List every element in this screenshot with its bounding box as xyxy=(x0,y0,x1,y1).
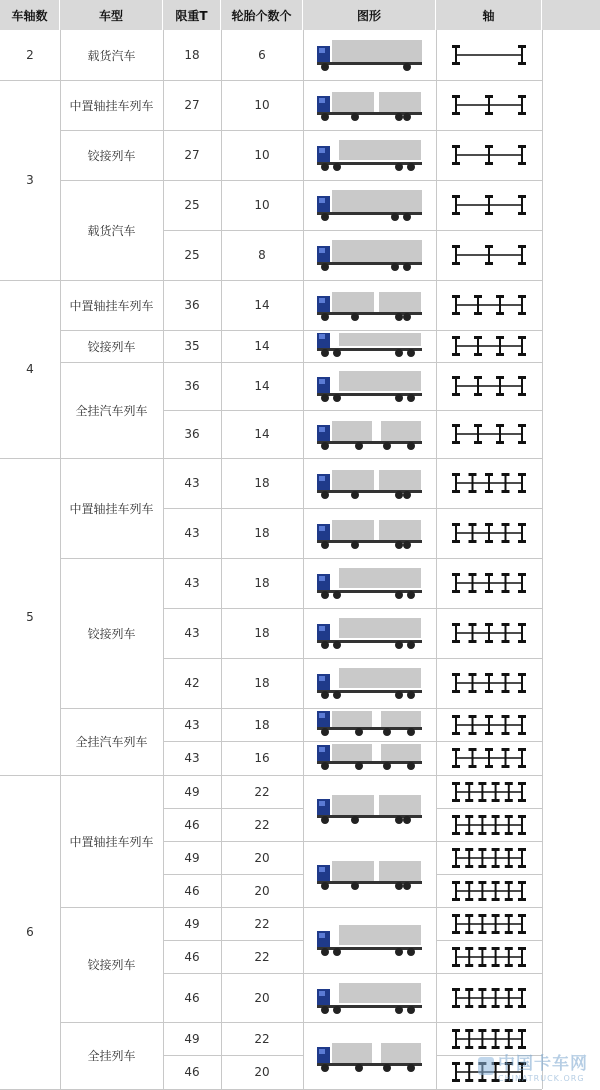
weight-limit-cell: 43 xyxy=(184,717,200,732)
axle-diagram-3-icon xyxy=(442,92,536,118)
grid-line xyxy=(436,280,542,281)
grid-line xyxy=(436,410,542,411)
grid-line xyxy=(303,80,436,81)
vehicle-type-cell: 载货汽车 xyxy=(87,48,136,63)
tractor-semitrailer-icon xyxy=(307,565,432,601)
tire-count-cell: 22 xyxy=(254,817,270,832)
tractor-semitrailer-icon xyxy=(307,137,432,173)
tire-count-cell: 8 xyxy=(258,248,266,262)
tire-count-cell: 18 xyxy=(254,576,270,590)
grid-line xyxy=(303,410,436,411)
grid-line xyxy=(303,741,436,742)
tire-count-cell: 18 xyxy=(254,526,270,540)
grid-line xyxy=(436,230,542,231)
axle-diagram-4-icon xyxy=(442,373,536,399)
grid-line xyxy=(303,458,436,459)
tire-count-cell: 14 xyxy=(254,298,270,312)
grid-line xyxy=(542,30,543,1089)
grid-line xyxy=(436,180,542,181)
grid-line xyxy=(303,508,436,509)
grid-line xyxy=(436,30,437,1089)
axle-count-cell: 2 xyxy=(26,48,34,62)
axle-diagram-6-icon xyxy=(442,878,536,904)
vehicle-type-cell: 铰接列车 xyxy=(87,958,136,972)
grid-line xyxy=(436,330,542,331)
axle-count-cell: 6 xyxy=(26,925,34,939)
tire-count-cell: 18 xyxy=(254,717,270,732)
weight-limit-cell: 46 xyxy=(184,817,200,832)
truck-full-trailer-icon xyxy=(307,744,432,772)
grid-line xyxy=(436,973,542,974)
grid-line xyxy=(303,907,436,908)
grid-line xyxy=(436,80,542,81)
vehicle-type-cell: 铰接列车 xyxy=(87,148,136,163)
weight-limit-cell: 27 xyxy=(184,148,200,162)
grid-line xyxy=(303,1022,436,1023)
weight-limit-cell: 25 xyxy=(184,198,200,212)
axle-diagram-3-icon xyxy=(442,192,536,218)
weight-limit-cell: 36 xyxy=(184,427,200,441)
weight-limit-cell: 43 xyxy=(184,576,200,590)
weight-limit-cell: 49 xyxy=(184,916,200,931)
axle-diagram-5-icon xyxy=(442,520,536,546)
header-tires: 轮胎个数个 xyxy=(221,0,303,30)
tire-count-cell: 18 xyxy=(254,626,270,640)
axle-diagram-6-icon xyxy=(442,845,536,871)
grid-line xyxy=(436,907,542,908)
weight-limit-cell: 42 xyxy=(184,676,200,690)
weight-limit-cell: 43 xyxy=(184,751,200,765)
header-axle: 轴 xyxy=(436,0,542,30)
axle-diagram-5-icon xyxy=(442,570,536,596)
vehicle-type-cell: 载货汽车 xyxy=(87,223,136,238)
rigid-3-axle-truck-icon xyxy=(307,237,432,273)
axle-diagram-4-icon xyxy=(442,421,536,447)
tractor-semitrailer-icon xyxy=(307,922,432,958)
axle-diagram-5-icon xyxy=(442,470,536,496)
truck-center-axle-trailer-icon xyxy=(307,856,432,892)
header-type: 车型 xyxy=(60,0,163,30)
axle-diagram-6-icon xyxy=(442,985,536,1011)
tractor-semitrailer-icon xyxy=(307,665,432,701)
weight-limit-cell: 46 xyxy=(184,883,200,898)
tire-count-cell: 6 xyxy=(258,48,266,62)
weight-limit-cell: 46 xyxy=(184,990,200,1005)
axle-diagram-3-icon xyxy=(442,242,536,268)
weight-limit-cell: 36 xyxy=(184,298,200,312)
truck-center-axle-trailer-icon xyxy=(307,87,432,123)
axle-diagram-2-icon xyxy=(442,42,536,68)
axle-diagram-6-icon xyxy=(442,1026,536,1052)
tractor-semitrailer-icon xyxy=(307,980,432,1016)
header-blank xyxy=(542,0,600,30)
tire-count-cell: 20 xyxy=(254,850,270,865)
grid-line xyxy=(436,841,542,842)
tire-count-cell: 18 xyxy=(254,476,270,490)
vehicle-type-cell: 中置轴挂车列车 xyxy=(69,501,154,516)
grid-line xyxy=(436,608,542,609)
tire-count-cell: 14 xyxy=(254,339,270,353)
grid-line xyxy=(436,508,542,509)
grid-line xyxy=(436,558,542,559)
truck-center-axle-trailer-icon xyxy=(307,465,432,501)
grid-line xyxy=(221,30,222,1089)
grid-line xyxy=(303,708,436,709)
axle-diagram-5-icon xyxy=(442,620,536,646)
tire-count-cell: 14 xyxy=(254,427,270,441)
weight-limit-cell: 27 xyxy=(184,98,200,112)
grid-line xyxy=(303,30,304,1089)
grid-line xyxy=(436,658,542,659)
grid-line xyxy=(303,658,436,659)
vehicle-type-cell: 中置轴挂车列车 xyxy=(69,834,154,849)
watermark xyxy=(478,1049,588,1083)
weight-limit-cell: 46 xyxy=(184,949,200,964)
tire-count-cell: 10 xyxy=(254,198,270,212)
grid-line xyxy=(303,608,436,609)
weight-limit-cell: 49 xyxy=(184,784,200,799)
grid-line xyxy=(436,775,542,776)
tire-count-cell: 22 xyxy=(254,1031,270,1046)
axle-diagram-6-icon xyxy=(442,911,536,937)
tire-count-cell: 20 xyxy=(254,883,270,898)
tire-count-cell: 18 xyxy=(254,676,270,690)
truck-full-trailer-icon xyxy=(307,1038,432,1074)
tractor-semitrailer-icon xyxy=(307,615,432,651)
vehicle-type-cell: 铰接列车 xyxy=(87,626,136,641)
axle-count-cell: 4 xyxy=(26,362,34,376)
tractor-semitrailer-icon xyxy=(307,368,432,404)
grid-line xyxy=(436,130,542,131)
grid-line xyxy=(60,30,61,1089)
weight-limit-cell: 43 xyxy=(184,476,200,490)
axle-diagram-6-icon xyxy=(442,779,536,805)
grid-line xyxy=(436,458,542,459)
truck-center-axle-trailer-icon xyxy=(307,287,432,323)
header-figure: 图形 xyxy=(303,0,436,30)
weight-limit-cell: 46 xyxy=(184,1065,200,1079)
weight-limit-cell: 36 xyxy=(184,379,200,393)
grid-line xyxy=(436,1022,542,1023)
tire-count-cell: 10 xyxy=(254,148,270,162)
tire-count-cell: 20 xyxy=(254,1065,270,1079)
grid-line xyxy=(303,180,436,181)
vehicle-type-cell: 中置轴挂车列车 xyxy=(69,98,154,113)
tire-count-cell: 22 xyxy=(254,916,270,931)
tire-count-cell: 22 xyxy=(254,949,270,964)
truck-center-axle-trailer-icon xyxy=(307,515,432,551)
tire-count-cell: 14 xyxy=(254,379,270,393)
axle-diagram-6-icon xyxy=(442,944,536,970)
weight-limit-cell: 25 xyxy=(184,248,200,262)
tire-count-cell: 10 xyxy=(254,98,270,112)
grid-line xyxy=(436,708,542,709)
vehicle-type-cell: 全挂汽车列车 xyxy=(75,735,148,749)
weight-limit-cell: 43 xyxy=(184,626,200,640)
grid-line xyxy=(436,808,542,809)
truck-full-trailer-icon xyxy=(307,711,432,738)
grid-line xyxy=(436,940,542,941)
weight-limit-cell: 43 xyxy=(184,526,200,540)
weight-limit-cell: 35 xyxy=(184,339,200,353)
axle-diagram-5-icon xyxy=(442,745,536,771)
grid-line xyxy=(303,130,436,131)
tractor-semitrailer-icon xyxy=(307,333,432,359)
grid-line xyxy=(303,330,436,331)
axle-diagram-3-icon xyxy=(442,142,536,168)
rigid-3-axle-truck-icon xyxy=(307,187,432,223)
grid-line xyxy=(303,775,436,776)
header-limit: 限重T xyxy=(163,0,221,30)
vehicle-type-cell: 中置轴挂车列车 xyxy=(69,298,154,313)
grid-line xyxy=(303,230,436,231)
axle-diagram-5-icon xyxy=(442,712,536,738)
watermark-cn: 中国卡车网 xyxy=(498,1054,588,1074)
axle-diagram-5-icon xyxy=(442,670,536,696)
vehicle-type-cell: 全挂汽车列车 xyxy=(75,403,148,418)
tire-count-cell: 20 xyxy=(254,990,270,1005)
axle-diagram-4-icon xyxy=(442,333,536,359)
weight-limit-cell: 18 xyxy=(184,48,200,62)
grid-line xyxy=(436,362,542,363)
weight-limit-cell: 49 xyxy=(184,850,200,865)
weight-limit-cell: 49 xyxy=(184,1031,200,1046)
axle-diagram-6-icon xyxy=(442,812,536,838)
truck-full-trailer-icon xyxy=(307,416,432,452)
grid-line xyxy=(303,558,436,559)
grid-line xyxy=(163,30,164,1089)
tire-count-cell: 22 xyxy=(254,784,270,799)
grid-line xyxy=(303,280,436,281)
tire-count-cell: 16 xyxy=(254,751,270,765)
grid-line xyxy=(303,841,436,842)
grid-line xyxy=(303,362,436,363)
grid-line xyxy=(436,874,542,875)
rigid-2-axle-truck-icon xyxy=(307,37,432,73)
grid-line xyxy=(303,973,436,974)
header-axles: 车轴数 xyxy=(0,0,60,30)
truck-center-axle-trailer-icon xyxy=(307,790,432,826)
grid-line xyxy=(436,741,542,742)
watermark-en: CHINATRUCK.ORG xyxy=(498,1074,585,1083)
watermark-logo-icon xyxy=(478,1057,494,1075)
axle-count-cell: 3 xyxy=(26,173,34,187)
axle-count-cell: 5 xyxy=(26,609,34,624)
vehicle-type-cell: 全挂列车 xyxy=(87,1049,136,1063)
vehicle-type-cell: 铰接列车 xyxy=(87,339,136,354)
axle-diagram-4-icon xyxy=(442,292,536,318)
